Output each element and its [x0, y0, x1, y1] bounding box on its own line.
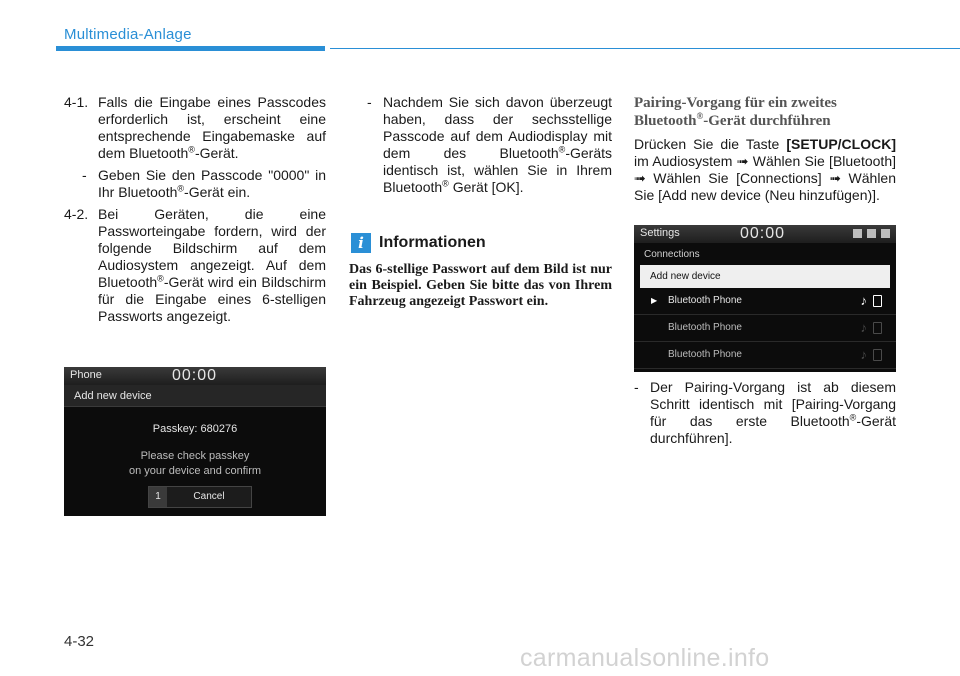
- connections-label: Connections: [644, 249, 700, 260]
- step-text: [98, 206, 326, 325]
- dash-bullet: -: [634, 379, 639, 395]
- cancel-button[interactable]: [148, 486, 252, 508]
- step-text: [98, 94, 326, 162]
- step-number: 4-1.: [64, 94, 89, 110]
- bluetooth-icon: [867, 229, 876, 238]
- registered-mark: ®: [188, 144, 195, 155]
- text-part: -Gerät durchführen: [703, 113, 831, 129]
- text-part: Der Pairing-Vorgang ist ab diesem Schritt identisch mit [Pairing-Vorgang für das erste Bluetooth: [650, 379, 896, 429]
- substep-text: [98, 167, 326, 201]
- device-name: Bluetooth Phone: [668, 295, 742, 306]
- music-note-icon: ♪: [860, 347, 867, 362]
- text-part: -Gerät.: [194, 145, 239, 161]
- column-3-bottom: [634, 379, 896, 447]
- instruction-paragraph: [634, 136, 896, 204]
- screen-header: Add new device: [64, 385, 326, 407]
- column-3: [634, 94, 896, 204]
- pairing-note-text: [650, 379, 896, 447]
- info-body: Das 6-stellige Passwort auf dem Bild ist nur ein Beispiel. Geben Sie bitte das von Ihrem Fahrzeug angezeigt Passwort ein.: [349, 262, 612, 309]
- status-icons: [844, 229, 890, 238]
- substep-passcode: [82, 167, 326, 201]
- music-note-icon: ♪: [860, 320, 867, 335]
- registered-mark: ®: [177, 183, 185, 194]
- text-part: Gerät [OK].: [448, 179, 524, 195]
- cancel-label: Cancel: [167, 487, 251, 507]
- header-title: Multimedia-Anlage: [64, 26, 192, 43]
- pairing-note: [616, 379, 896, 447]
- text-part: Drücken Sie die Taste: [634, 136, 780, 152]
- screen-title: Phone: [70, 369, 102, 381]
- info-icon: i: [351, 233, 371, 253]
- registered-mark: ®: [157, 273, 164, 284]
- text-part: Nachdem Sie sich davon überzeugt haben, dass der sechsstellige Passcode auf dem Audiodisplay mit dem des Bluetooth: [383, 94, 612, 161]
- phone-icon: [873, 322, 882, 334]
- step-4-1: [64, 94, 326, 162]
- dash-bullet: -: [367, 94, 372, 110]
- section-title: [634, 94, 896, 130]
- screen-clock: 00:00: [740, 225, 786, 242]
- passkey-message: [64, 449, 326, 479]
- phone-icon: [873, 295, 882, 307]
- page-number: 4-32: [64, 633, 95, 650]
- button-number: 1: [149, 487, 167, 507]
- device-name: Bluetooth Phone: [668, 349, 742, 360]
- device-icons: [861, 295, 883, 307]
- registered-mark: ®: [558, 144, 566, 155]
- music-note-icon: ♪: [860, 293, 867, 308]
- registered-mark: ®: [442, 178, 449, 189]
- text-part: Geben Sie den Passcode "0000" in Ihr Bluetooth: [98, 167, 326, 200]
- info-heading: [351, 233, 486, 253]
- phone-passkey-screen: [64, 367, 326, 516]
- registered-mark: ®: [849, 412, 857, 423]
- step-number: 4-2.: [64, 206, 89, 222]
- screen-status-bar: [64, 367, 326, 385]
- confirm-step: [349, 94, 612, 196]
- message-line: Please check passkey: [140, 450, 250, 462]
- header-rule-thick: [56, 46, 325, 51]
- dash-bullet: -: [82, 167, 87, 183]
- text-part: -Gerät ein.: [184, 184, 251, 200]
- text-part: im Audiosystem ➟ Wählen Sie [Bluetooth] ➟ Wählen Sie [Connections] ➟ Wählen Sie [Add new device (Neu hinzufügen)].: [634, 153, 896, 203]
- text-part: -Gerät wird ein Bildschirm für die Eingabe eines 6-stelligen Passworts angezeigt.: [98, 274, 326, 324]
- watermark: carmanualsonline.info: [520, 644, 770, 672]
- header-rule-thin: [330, 48, 960, 49]
- text-part: Falls die Eingabe eines Passcodes erforderlich ist, erscheint eine entsprechende Eingabemaske auf dem Bluetooth: [98, 94, 326, 161]
- message-line: on your device and confirm: [128, 465, 262, 477]
- passkey-text: Passkey: 680276: [152, 423, 238, 435]
- text-part: Bei Geräten, die eine Passworteingabe fordern, wird der folgende Bildschirm auf dem Audiosystem angezeigt. Auf dem Bluetooth: [98, 206, 326, 290]
- step-4-2: [64, 206, 326, 325]
- signal-icon: [881, 229, 890, 238]
- screen-clock: 00:00: [172, 367, 218, 384]
- info-title: Informationen: [379, 234, 486, 251]
- text-part: -Geräts identisch ist, wählen Sie in Ihrem Bluetooth: [383, 145, 612, 195]
- setup-clock-key: [SETUP/CLOCK]: [786, 136, 896, 152]
- phone-icon: [873, 349, 882, 361]
- text-part: Pairing-Vorgang für ein zweites Bluetooth: [634, 95, 837, 129]
- device-row[interactable]: [634, 315, 896, 342]
- add-new-device-button[interactable]: Add new device: [640, 265, 890, 288]
- screen-title: Settings: [640, 227, 680, 239]
- device-name: Bluetooth Phone: [668, 322, 742, 333]
- screen-status-bar: [634, 225, 896, 243]
- confirm-text: [383, 94, 612, 196]
- column-1: [64, 94, 326, 330]
- registered-mark: ®: [696, 111, 704, 121]
- settings-connections-screen: [634, 225, 896, 372]
- device-icons: [861, 349, 883, 361]
- column-2: [349, 94, 612, 196]
- device-icons: [861, 322, 883, 334]
- device-row[interactable]: [634, 342, 896, 369]
- chevron-right-icon: ▶: [651, 296, 658, 305]
- device-row[interactable]: [634, 288, 896, 315]
- text-part: -Gerät durchführen].: [650, 413, 896, 446]
- battery-icon: [853, 229, 862, 238]
